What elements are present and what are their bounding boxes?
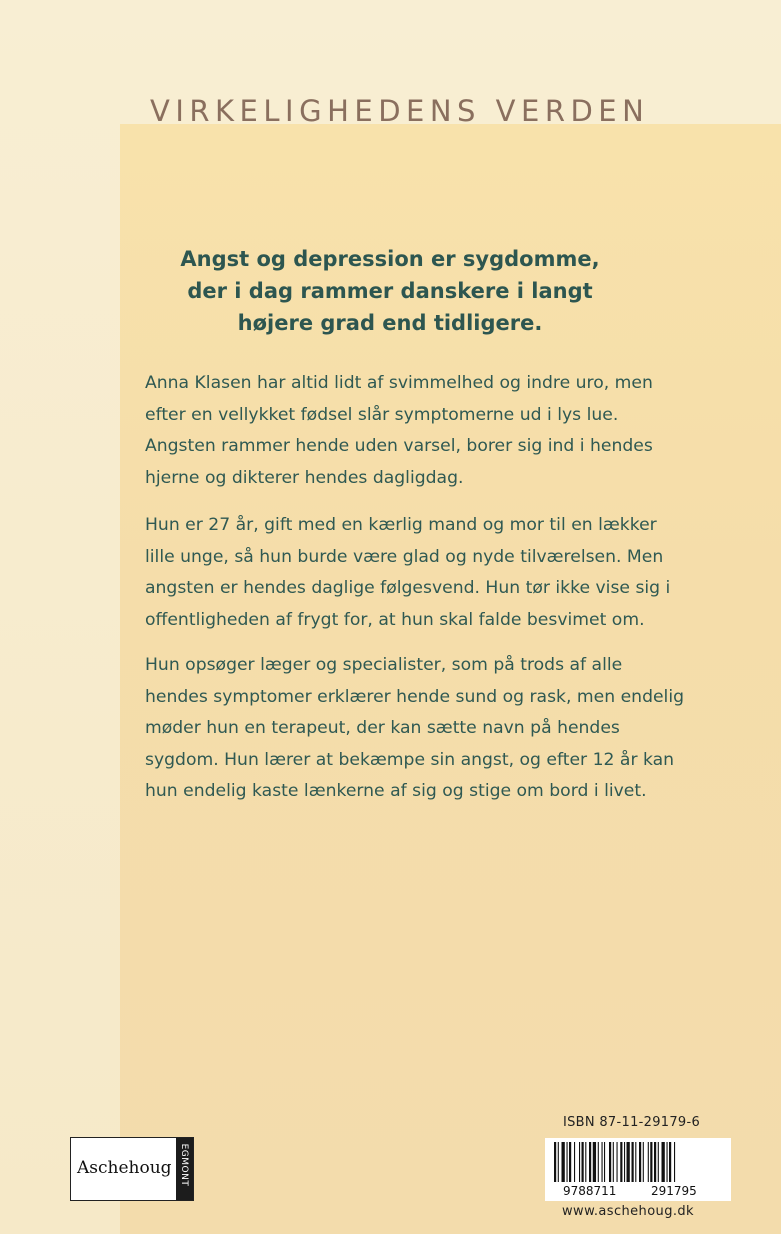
blurb-line: hun endelig kaste lænkerne af sig og stige om bord i livet. [145, 781, 647, 801]
publisher-group-strip [176, 1138, 193, 1200]
blurb-line: Angsten rammer hende uden varsel, borer sig ind i hendes [145, 436, 653, 456]
isbn-label: ISBN 87-11-29179-6 [563, 1115, 701, 1130]
barcode [545, 1138, 731, 1201]
tagline-line: højere grad end tidligere. [237, 311, 543, 335]
barcode-bar [650, 1142, 652, 1182]
barcode-bar [604, 1142, 605, 1182]
blurb-line: Anna Klasen har altid lidt af svimmelhed og indre uro, men [145, 373, 653, 393]
barcode-bar [613, 1142, 614, 1182]
barcode-bar [639, 1142, 641, 1182]
barcode-bar [648, 1142, 649, 1182]
blurb-line: offentligheden af frygt for, at hun skal falde besvimet om. [145, 609, 645, 630]
barcode-bar [562, 1142, 565, 1182]
barcode-right-digits: 291795 [651, 1184, 697, 1198]
barcode-bar [624, 1142, 625, 1182]
barcode-bar [669, 1142, 671, 1182]
barcode-bars [552, 1142, 722, 1186]
barcode-bar [667, 1142, 668, 1182]
barcode-bar [574, 1142, 575, 1182]
blurb-line: hjerne og dikterer hendes dagligdag. [145, 467, 464, 488]
barcode-bar [635, 1142, 636, 1182]
barcode-bar [627, 1142, 630, 1182]
barcode-bar [598, 1142, 599, 1182]
barcode-bar [654, 1142, 656, 1182]
blurb-line: lille unge, så hun burde være glad og nyde tilværelsen. Men [145, 546, 664, 567]
barcode-bar [558, 1142, 559, 1182]
tagline-line: der i dag rammer danskere i langt [187, 279, 593, 303]
blurb-paragraph-3 [145, 650, 715, 808]
barcode-bar [593, 1142, 596, 1182]
barcode-bar [585, 1142, 586, 1182]
blurb-paragraph-2 [145, 510, 715, 636]
barcode-bar [609, 1142, 611, 1182]
barcode-bar [569, 1142, 571, 1182]
barcode-bar [602, 1142, 603, 1182]
barcode-left-digits: 9788711 [563, 1184, 617, 1198]
barcode-bar [554, 1142, 556, 1182]
barcode-bar [579, 1142, 580, 1182]
blurb-line: Hun er 27 år, gift med en kærlig mand og mor til en lækker [145, 515, 657, 535]
tagline-line: Angst og depression er sygdomme, [180, 247, 600, 271]
publisher-website[interactable]: www.aschehoug.dk [562, 1204, 694, 1219]
barcode-bar [658, 1142, 659, 1182]
barcode-bar [589, 1142, 591, 1182]
publisher-name: Aschehoug [77, 1158, 172, 1178]
series-title: VIRKELIGHEDENS VERDEN [150, 94, 650, 128]
publisher-group: EGMONT [179, 1143, 189, 1187]
blurb-paragraph-1 [145, 368, 715, 494]
blurb-line: sygdom. Hun lærer at bekæmpe sin angst, og efter 12 år kan [145, 749, 675, 770]
blurb-line: møder hun en terapeut, der kan sætte navn på hendes [145, 718, 620, 738]
barcode-bar [643, 1142, 644, 1182]
blurb-line: efter en vellykket fødsel slår symptomerne ud i lys lue. [145, 404, 619, 425]
barcode-bar [567, 1142, 568, 1182]
blurb-line: hendes symptomer erklærer hende sund og rask, men endelig [145, 686, 685, 707]
barcode-bar [582, 1142, 584, 1182]
barcode-bar [617, 1142, 618, 1182]
tagline [170, 243, 610, 339]
barcode-bar [620, 1142, 622, 1182]
barcode-bar [674, 1142, 675, 1182]
publisher-logo [70, 1137, 194, 1201]
barcode-bar [632, 1142, 634, 1182]
blurb-line: angsten er hendes daglige følgesvend. Hun tør ikke vise sig i [145, 578, 671, 598]
blurb-line: Hun opsøger læger og specialister, som på trods af alle [145, 655, 623, 675]
barcode-bar [662, 1142, 665, 1182]
